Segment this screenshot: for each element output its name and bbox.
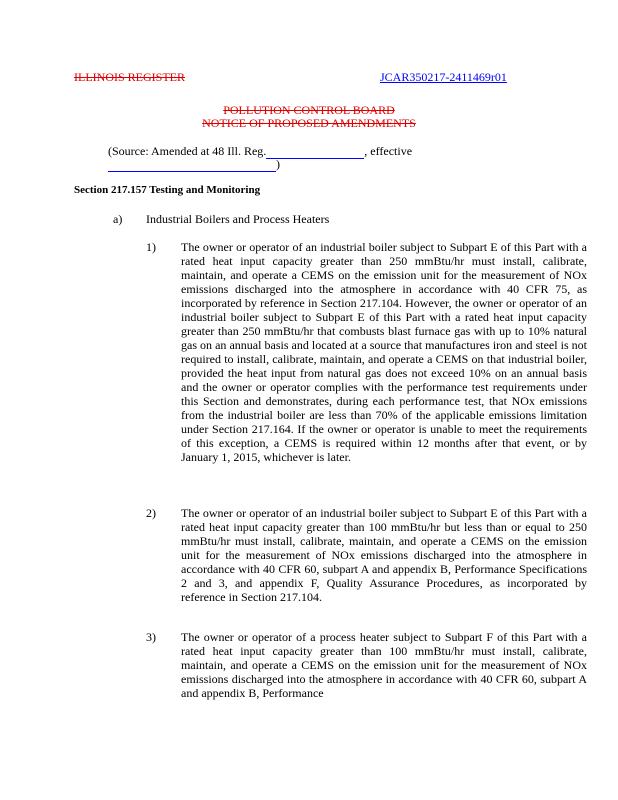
source-blank-3 [108,171,182,172]
item-2-number: 2) [146,506,156,520]
source-effective: , effective [364,144,413,158]
source-blank-4 [182,171,276,172]
subsection-a-label: a) [113,212,123,226]
item-1-number: 1) [146,240,156,254]
item-3-number: 3) [146,630,156,644]
item-2-text: The owner or operator of an industrial boiler subject to Subpart E of this Part with a rated heat input capacity greater than 100 mmBtu/hr but less than or equal to 250 mmBtu/hr must install, calibrate, maintain, and operate a CEMS on the emission unit for the measurement of NOx emissions discharged into the atmosphere in accordance with 40 CFR 60, subpart A and appendix B, Performance Specifications 2 and 3, and appendix F, Quality Assurance Procedures, as incorporated by reference in Section 217.104. [181,506,587,604]
source-prefix: (Source: Amended at 48 Ill. Reg. [108,144,267,158]
title-notice: NOTICE OF PROPOSED AMENDMENTS [202,116,416,130]
header-register: ILLINOIS REGISTER [74,70,185,84]
item-1-text: The owner or operator of an industrial boiler subject to Subpart E of this Part with a rated heat input capacity greater than 250 mmBtu/hr must install, calibrate, maintain, and operate a CEMS on the emission unit for the measurement of NOx emissions discharged into the atmosphere in accordance with 40 CFR 75, as incorporated by reference in Section 217.104. However, the owner or operator of an industrial boiler subject to Subpart E of this Part with a rated heat input capacity greater than 250 mmBtu/hr that combusts blast furnace gas with up to 10% natural gas on an annual basis and located at a source that manufactures iron and steel is not required to install, calibrate, maintain, and operate a CEMS on that industrial boiler, provided the heat input from natural gas does not exceed 10% on an annual basis and the owner or operator complies with the performance test requirements under this Section and demonstrates, during each performance test, that NOx emissions from the industrial boiler are less than 70% of the applicable emissions limitation under Section 217.164. If the owner or operator is unable to meet the requirements of this exception, a CEMS is required within 12 months after that event, or by January 1, 2015, whichever is later. [181,240,587,464]
header-jcar-code[interactable]: JCAR350217-2411469r01 [380,70,507,84]
title-board: POLLUTION CONTROL BOARD [223,103,395,117]
source-blank-2 [328,158,364,159]
subsection-a-title: Industrial Boilers and Process Heaters [146,212,330,226]
source-line-2 [108,157,280,172]
source-close: ) [276,157,280,171]
item-3-text: The owner or operator of a process heater subject to Subpart F of this Part with a rated heat input capacity greater than 100 mmBtu/hr must install, calibrate, maintain, and operate a CEMS on the emission unit for the measurement of NOx emissions discharged into the atmosphere in accordance with 40 CFR 60, subpart A and appendix B, Performance [181,630,587,700]
section-heading: Section 217.157 Testing and Monitoring [74,184,261,196]
